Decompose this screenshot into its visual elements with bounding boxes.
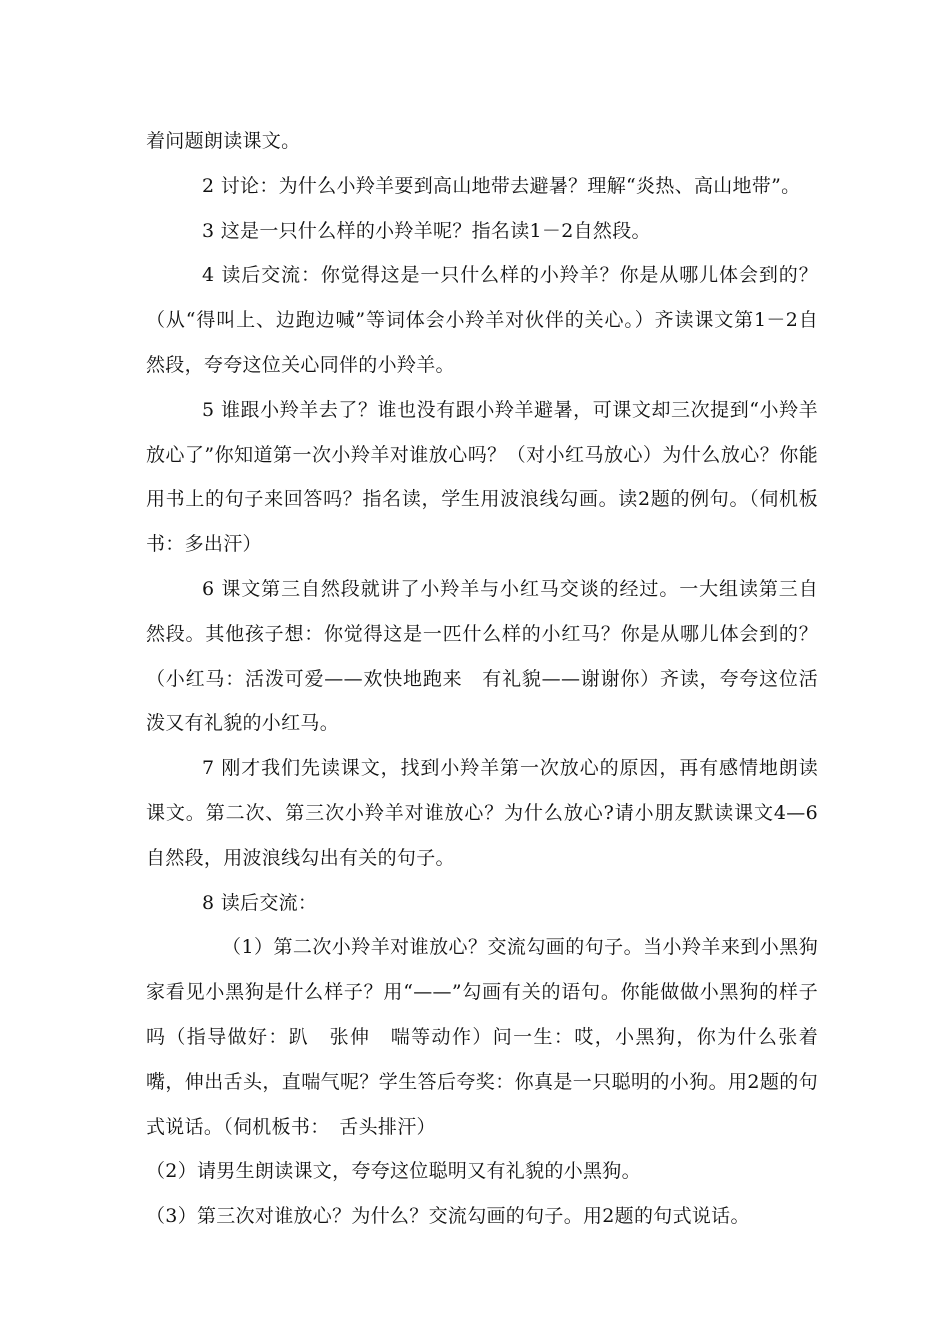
paragraph-step-3: 3 这是一只什么样的小羚羊呢？指名读1－2自然段。 [202,219,651,242]
paragraph-sub-1: （1）第二次小羚羊对谁放心？交流勾画的句子。当小羚羊来到小黑狗家看见小黑狗是什么样子？用“——”勾画有关的语句。你能做做小黑狗的样子吗（指导做好：趴 张伸 喘等动作）问一生：哎，小黑狗，你为什么张着嘴，伸出舌头，直喘气呢？学生答后夸奖：你真是一只聪明的小狗。用2题的句式说话。（伺机板书： 舌头排汗） [146,936,818,1138]
paragraph-continuation: 着问题朗读课文。 [146,130,301,152]
paragraph-step-7: 7 刚才我们先读课文，找到小羚羊第一次放心的原因，再有感情地朗读课文。第二次、第三次小羚羊对谁放心？为什么放心?请小朋友默读课文4—6自然段，用波浪线勾出有关的句子。 [146,757,818,869]
paragraph-sub-3: （3）第三次对谁放心？为什么？交流勾画的句子。用2题的句式说话。 [146,1205,750,1228]
paragraph-step-2: 2 讨论：为什么小羚羊要到高山地带去避暑？理解“炎热、高山地带”。 [202,174,801,197]
paragraph-step-5: 5 谁跟小羚羊去了？谁也没有跟小羚羊避暑，可课文却三次提到“小羚羊放心了”你知道第一次小羚羊对谁放心吗？（对小红马放心）为什么放心？你能用书上的句子来回答吗？指名读，学生用波浪线勾画。读2题的例句。（伺机板书：多出汗） [146,398,818,556]
paragraph-step-8: 8 读后交流： [202,891,318,914]
paragraph-sub-2: （2）请男生朗读课文，夸夸这位聪明又有礼貌的小黑狗。 [146,1160,641,1183]
paragraph-step-6: 6 课文第三自然段就讲了小羚羊与小红马交谈的经过。一大组读第三自然段。其他孩子想：你觉得这是一匹什么样的小红马？你是从哪儿体会到的？（小红马：活泼可爱——欢快地跑来 有礼貌——谢谢你）齐读，夸夸这位活泼又有礼貌的小红马。 [146,577,818,735]
paragraph-step-4: 4 读后交流：你觉得这是一只什么样的小羚羊？你是从哪儿体会到的？（从“得叫上、边跑边喊”等词体会小羚羊对伙伴的关心。）齐读课文第1－2自然段，夸夸这位关心同伴的小羚羊。 [146,264,818,376]
document-body [146,119,818,1239]
